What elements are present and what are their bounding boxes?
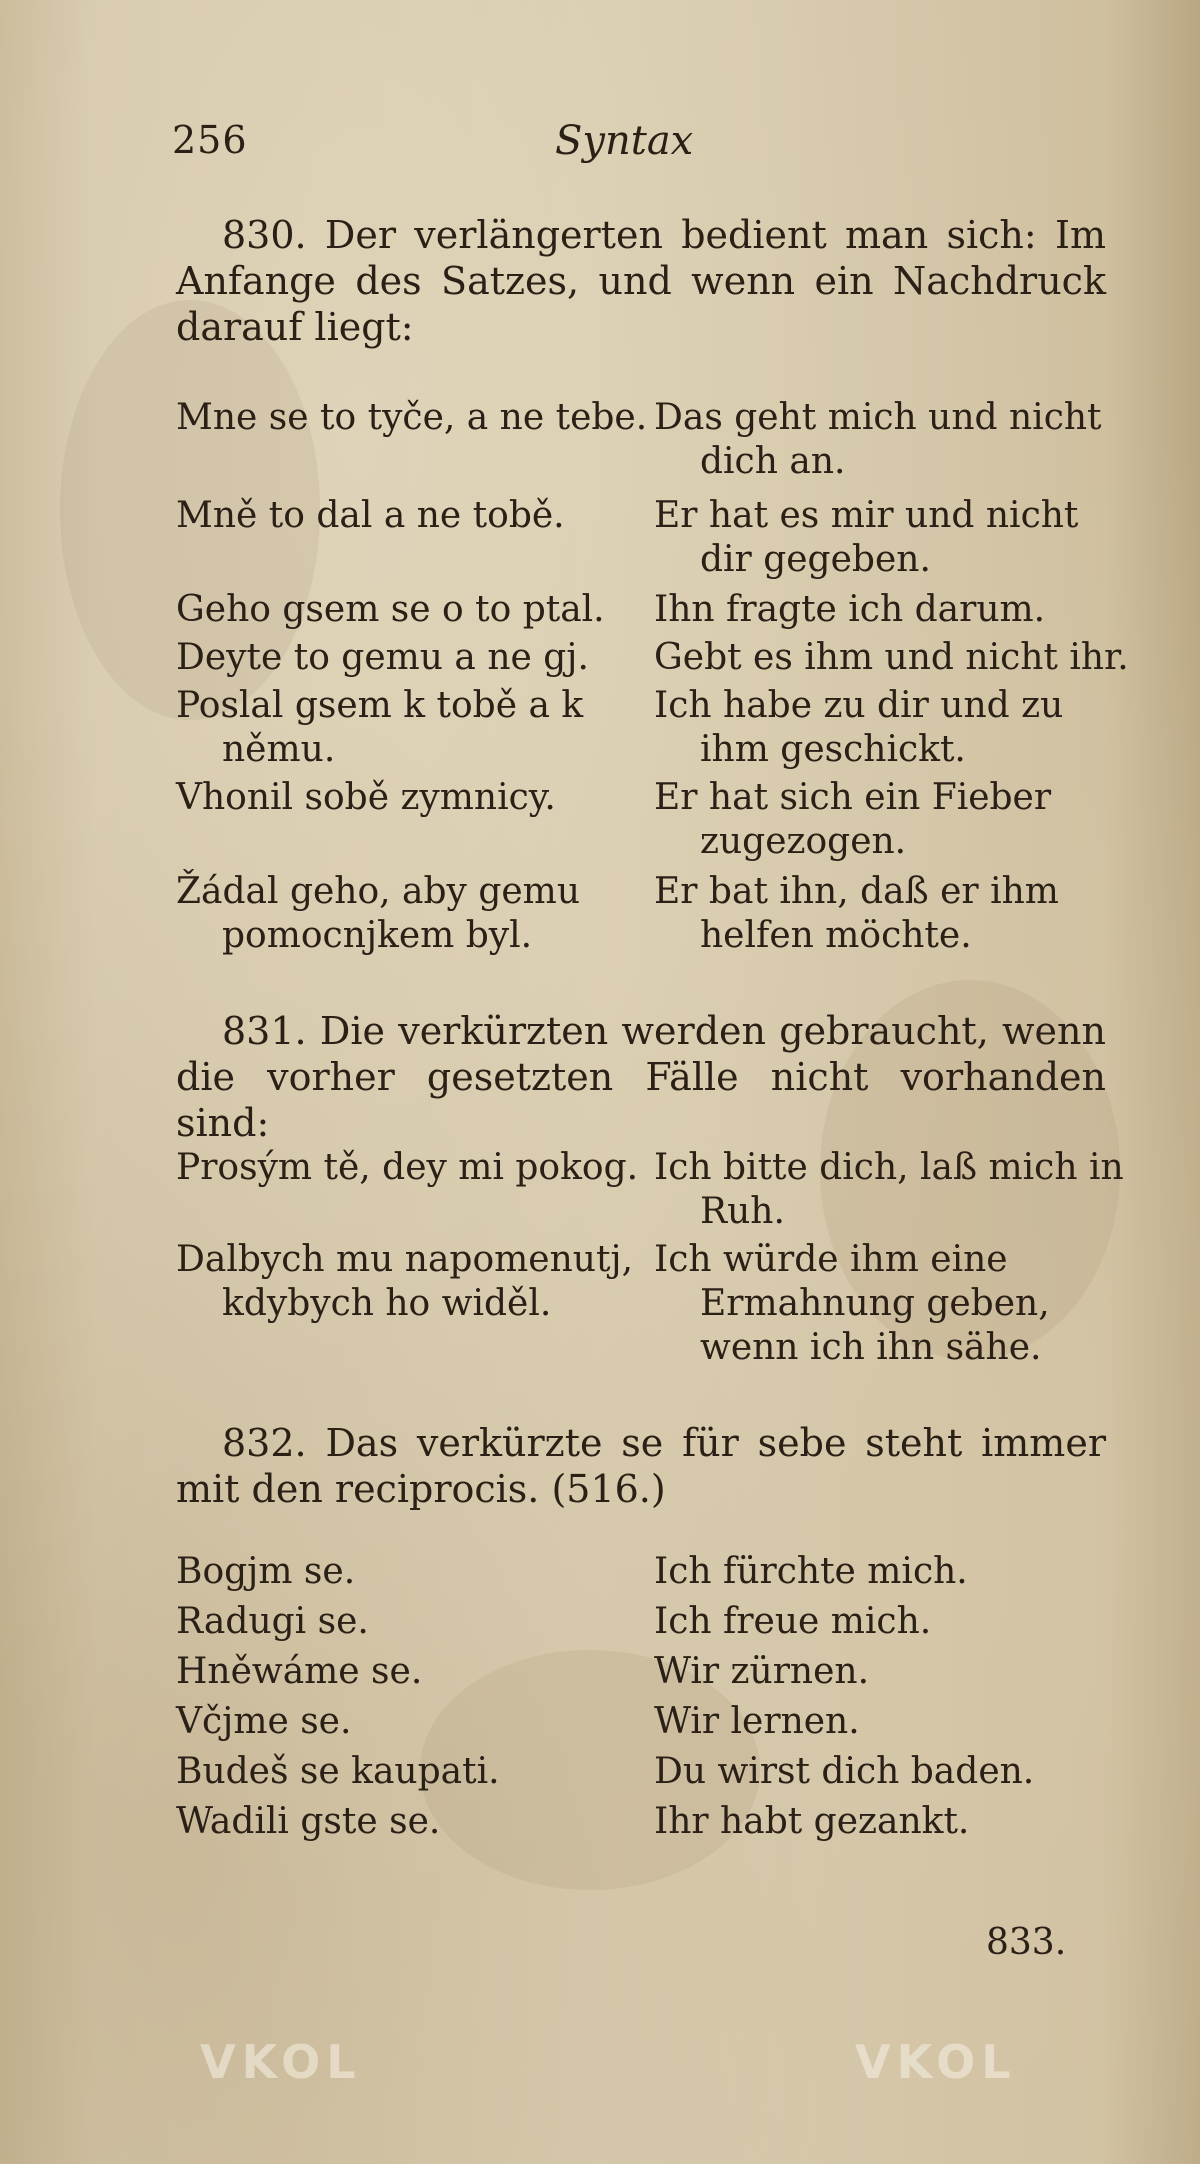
czech-example: Žádal geho, aby gemu pomocnjkem byl.: [176, 871, 580, 956]
german-translation: Ich habe zu dir und zu ihm geschickt.: [654, 685, 1064, 770]
czech-example: Wadili gste se.: [176, 1801, 441, 1842]
page-number: 256: [172, 118, 248, 162]
library-watermark: VKOL: [855, 2035, 1017, 2089]
section-832-text: 832. Das verkürzte se für sebe steht immer mit den reciprocis. (516.): [176, 1421, 1106, 1511]
german-translation: Ich würde ihm eine Ermahnung geben, wenn ich ihn sähe.: [654, 1239, 1050, 1368]
czech-example: Deyte to gemu a ne gj.: [176, 637, 589, 678]
german-translation: Das geht mich und nicht dich an.: [654, 397, 1102, 482]
czech-example: Bogjm se.: [176, 1551, 356, 1592]
czech-example: Vhonil sobě zymnicy.: [176, 777, 556, 818]
german-translation: Er hat es mir und nicht dir gegeben.: [654, 495, 1079, 580]
running-head-title: Syntax: [555, 118, 694, 164]
german-translation: Ihr habt gezankt.: [654, 1801, 970, 1842]
german-translation: Ich bitte dich, laß mich in Ruh.: [654, 1147, 1124, 1232]
czech-example: Prosým tě, dey mi pokog.: [176, 1147, 639, 1188]
library-watermark: VKOL: [200, 2035, 362, 2089]
german-translation: Wir lernen.: [654, 1701, 860, 1742]
german-translation: Ihn fragte ich darum.: [654, 589, 1046, 630]
czech-example: Mne se to tyče, a ne tebe.: [176, 397, 648, 438]
section-830-text: 830. Der verlängerten bedient man sich: Im Anfange des Satzes, und wenn ein Nachdruck darauf liegt:: [176, 213, 1106, 349]
german-translation: Du wirst dich baden.: [654, 1751, 1035, 1792]
catchword: 833.: [986, 1922, 1067, 1963]
running-head: [0, 118, 1200, 178]
czech-example: Poslal gsem k tobě a k němu.: [176, 685, 584, 770]
german-translation: Wir zürnen.: [654, 1651, 870, 1692]
german-translation: Gebt es ihm und nicht ihr.: [654, 637, 1129, 678]
german-translation: Ich fürchte mich.: [654, 1551, 968, 1592]
czech-example: Mně to dal a ne tobě.: [176, 495, 565, 536]
german-translation: Ich freue mich.: [654, 1601, 932, 1642]
section-831-text: 831. Die verkürzten werden gebraucht, wenn die vorher gesetzten Fälle nicht vorhanden sind:: [176, 1009, 1106, 1145]
czech-example: Geho gsem se o to ptal.: [176, 589, 605, 630]
german-translation: Er bat ihn, daß er ihm helfen möchte.: [654, 871, 1059, 956]
czech-example: Budeš se kaupati.: [176, 1751, 500, 1792]
german-translation: Er hat sich ein Fieber zugezogen.: [654, 777, 1052, 862]
czech-example: Dalbych mu napomenutj, kdybych ho widěl.: [176, 1239, 634, 1324]
czech-example: Radugi se.: [176, 1601, 369, 1642]
czech-example: Včjme se.: [176, 1701, 352, 1742]
czech-example: Hněwáme se.: [176, 1651, 423, 1692]
